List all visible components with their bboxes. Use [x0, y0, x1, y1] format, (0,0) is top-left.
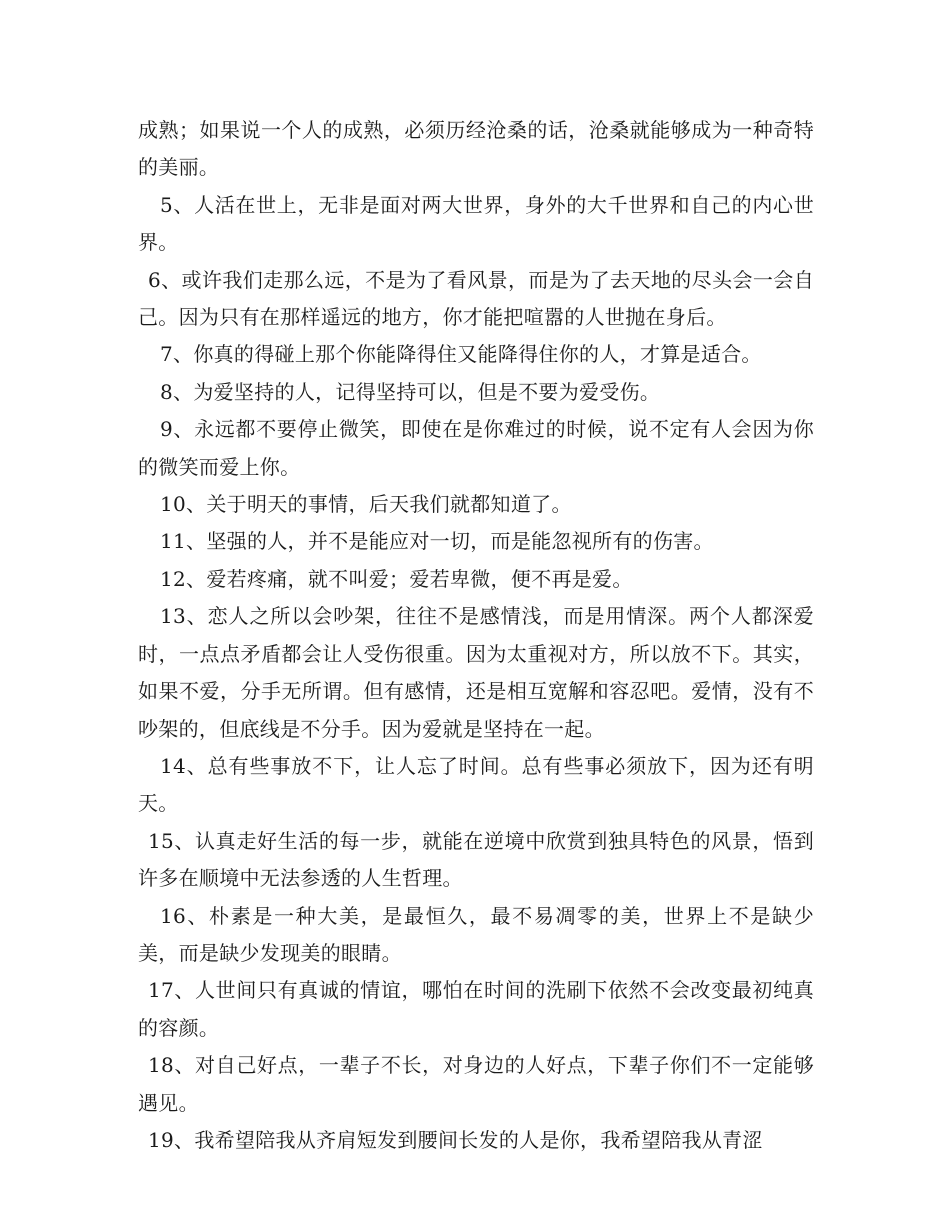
paragraph-item-16: 16、朴素是一种大美，是最恒久，最不易凋零的美，世界上不是缺少美，而是缺少发现美的眼睛。: [138, 903, 814, 965]
paragraph-item-7: 7、你真的得碰上那个你能降得住又能降得住你的人，才算是适合。: [160, 342, 762, 367]
paragraph-item-13: 13、恋人之所以会吵架，往往不是感情浅，而是用情深。两个人都深爱时，一点点矛盾都会让人受伤很重。因为太重视对方，所以放不下。其实，如果不爱，分手无所谓。但有感情，还是相互宽解和容忍吧。爱情，没有不吵架的，但底线是不分手。因为爱就是坚持在一起。: [138, 604, 814, 741]
paragraph-continuation: 成熟；如果说一个人的成熟，必须历经沧桑的话，沧桑就能够成为一种奇特的美丽。: [138, 118, 814, 180]
paragraph-item-5: 5、人活在世上，无非是面对两大世界，身外的大千世界和自己的内心世界。: [138, 192, 814, 255]
paragraph-item-9: 9、永远都不要停止微笑，即使在是你难过的时候，说不定有人会因为你的微笑而爱上你。: [138, 417, 814, 479]
paragraph-item-11: 11、坚强的人，并不是能应对一切，而是能忽视所有的伤害。: [160, 529, 714, 554]
paragraph-item-15: 15、认真走好生活的每一步，就能在逆境中欣赏到独具特色的风景，悟到许多在顺境中无法参透的人生哲理。: [138, 828, 814, 891]
paragraph-item-14: 14、总有些事放不下，让人忘了时间。总有些事必须放下，因为还有明天。: [138, 753, 814, 816]
paragraph-item-10: 10、关于明天的事情，后天我们就都知道了。: [160, 492, 572, 517]
paragraph-item-8: 8、为爱坚持的人，记得坚持可以，但是不要为爱受伤。: [160, 379, 661, 404]
paragraph-item-19: 19、我希望陪我从齐肩短发到腰间长发的人是你，我希望陪我从青涩: [148, 1127, 763, 1152]
paragraph-item-18: 18、对自己好点，一辈子不长，对身边的人好点，下辈子你们不一定能够遇见。: [138, 1053, 814, 1115]
paragraph-item-6: 6、或许我们走那么远，不是为了看风景，而是为了去天地的尽头会一会自己。因为只有在那样遥远的地方，你才能把喧嚣的人世抛在身后。: [138, 267, 814, 330]
paragraph-item-17: 17、人世间只有真诚的情谊，哪怕在时间的洗刷下依然不会改变最初纯真的容颜。: [138, 978, 814, 1040]
paragraph-item-12: 12、爱若疼痛，就不叫爱；爱若卑微，便不再是爱。: [160, 566, 633, 591]
document-body: [138, 112, 814, 1159]
